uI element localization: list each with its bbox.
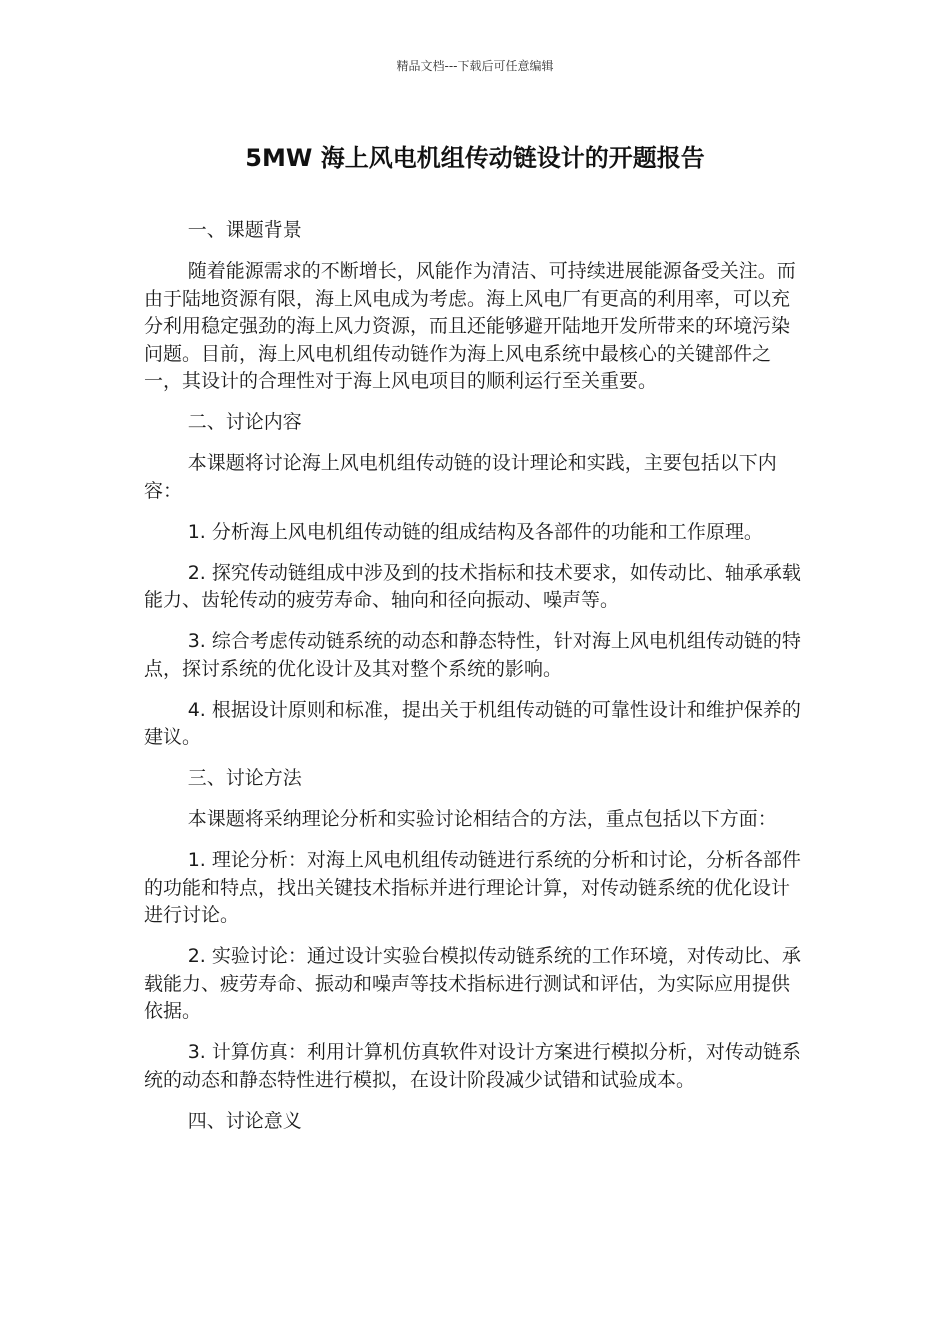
body-paragraph: 本课题将采纳理论分析和实验讨论相结合的方法，重点包括以下方面： [187, 808, 777, 830]
document-body [144, 217, 804, 1149]
document-title: 5MW 海上风电机组传动链设计的开题报告 [245, 144, 705, 172]
section-heading: 三、讨论方法 [187, 767, 302, 789]
header-note: 精品文档---下载后可任意编辑 [396, 59, 554, 73]
section-heading: 二、讨论内容 [187, 411, 302, 433]
body-paragraph: 随着能源需求的不断增长，风能作为清洁、可持续进展能源备受关注。而由于陆地资源有限，海上风电成为考虑。海上风电厂有更高的利用率，可以充分利用稳定强劲的海上风力资源，而且还能够避开陆地开发所带来的环境污染问题。目前，海上风电机组传动链作为海上风电系统中最核心的关键部件之一，其设计的合理性对于海上风电项目的顺利运行至关重要。 [144, 260, 796, 392]
list-item: 4. 根据设计原则和标准，提出关于机组传动链的可靠性设计和维护保养的建议。 [144, 698, 801, 748]
list-item: 1. 理论分析：对海上风电机组传动链进行系统的分析和讨论，分析各部件的功能和特点，找出关键技术指标并进行理论计算，对传动链系统的优化设计进行讨论。 [144, 849, 801, 926]
body-paragraph: 本课题将讨论海上风电机组传动链的设计理论和实践，主要包括以下内容： [144, 452, 777, 502]
list-item: 2. 实验讨论：通过设计实验台模拟传动链系统的工作环境，对传动比、承载能力、疲劳寿命、振动和噪声等技术指标进行测试和评估，为实际应用提供依据。 [144, 945, 801, 1022]
section-heading: 一、课题背景 [187, 219, 302, 241]
list-item: 1. 分析海上风电机组传动链的组成结构及各部件的功能和工作原理。 [187, 520, 763, 543]
list-item: 3. 综合考虑传动链系统的动态和静态特性，针对海上风电机组传动链的特点，探讨系统的优化设计及其对整个系统的影响。 [144, 630, 801, 680]
list-item: 3. 计算仿真：利用计算机仿真软件对设计方案进行模拟分析，对传动链系统的动态和静态特性进行模拟，在设计阶段减少试错和试验成本。 [144, 1041, 801, 1091]
list-item: 2. 探究传动链组成中涉及到的技术指标和技术要求，如传动比、轴承承载能力、齿轮传动的疲劳寿命、轴向和径向振动、噪声等。 [144, 561, 801, 611]
section-heading: 四、讨论意义 [187, 1109, 302, 1132]
